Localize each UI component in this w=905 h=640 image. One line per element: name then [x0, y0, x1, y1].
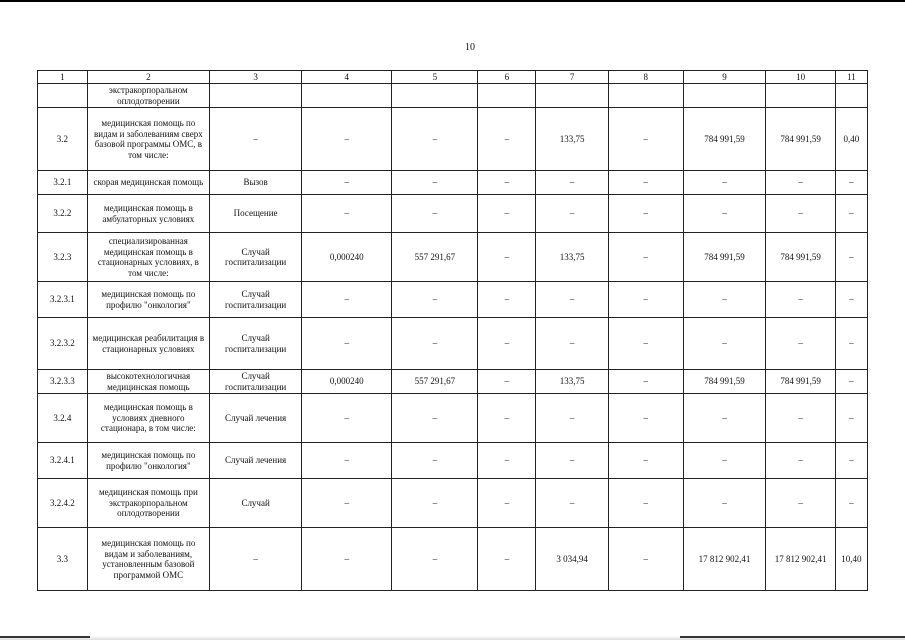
- unit-cell: Случай лечения: [210, 394, 302, 443]
- column-header: 4: [302, 71, 392, 84]
- table-row: [38, 282, 868, 318]
- value-cell-10: [766, 84, 835, 108]
- value-cell-4: –: [302, 443, 392, 479]
- report-table: [37, 70, 868, 591]
- value-cell-5: –: [392, 282, 478, 318]
- value-cell-10: –: [766, 479, 835, 528]
- value-cell-5: 557 291,67: [392, 370, 478, 394]
- unit-cell: Случай госпитализации: [210, 318, 302, 370]
- value-cell-10: –: [766, 394, 835, 443]
- value-cell-6: –: [478, 195, 536, 233]
- table-row: [38, 370, 868, 394]
- unit-cell: Вызов: [210, 171, 302, 195]
- row-name-cell: скорая медицинская помощь: [87, 171, 209, 195]
- unit-cell: [210, 84, 302, 108]
- value-cell-8: –: [608, 370, 683, 394]
- table-row: [38, 394, 868, 443]
- row-number-cell: 3.2.1: [38, 171, 88, 195]
- value-cell-8: –: [608, 282, 683, 318]
- unit-cell: Посещение: [210, 195, 302, 233]
- value-cell-9: –: [683, 318, 766, 370]
- value-cell-5: –: [392, 443, 478, 479]
- value-cell-4: –: [302, 282, 392, 318]
- column-header: 2: [87, 71, 209, 84]
- value-cell-4: –: [302, 479, 392, 528]
- value-cell-7: –: [536, 394, 609, 443]
- row-name-cell: медицинская помощь по видам и заболеваниям, установленным базовой программой ОМС: [87, 528, 209, 591]
- value-cell-4: –: [302, 171, 392, 195]
- row-name-cell: медицинская помощь по видам и заболеваниям сверх базовой программы ОМС, в том числе:: [87, 108, 209, 171]
- column-header: 10: [766, 71, 835, 84]
- table-row: [38, 318, 868, 370]
- value-cell-4: –: [302, 108, 392, 171]
- value-cell-6: –: [478, 233, 536, 282]
- value-cell-11: 0,40: [835, 108, 867, 171]
- value-cell-10: –: [766, 171, 835, 195]
- value-cell-9: –: [683, 443, 766, 479]
- column-header: 6: [478, 71, 536, 84]
- table-header-row: [38, 71, 868, 84]
- value-cell-5: –: [392, 171, 478, 195]
- column-header: 5: [392, 71, 478, 84]
- value-cell-6: –: [478, 282, 536, 318]
- value-cell-6: –: [478, 370, 536, 394]
- value-cell-7: –: [536, 195, 609, 233]
- row-number-cell: 3.2: [38, 108, 88, 171]
- value-cell-8: –: [608, 171, 683, 195]
- row-number-cell: 3.2.3.1: [38, 282, 88, 318]
- value-cell-5: –: [392, 394, 478, 443]
- value-cell-4: 0,000240: [302, 233, 392, 282]
- value-cell-10: 17 812 902,41: [766, 528, 835, 591]
- scan-mark: [0, 636, 90, 638]
- value-cell-4: 0,000240: [302, 370, 392, 394]
- scan-mark: [680, 636, 905, 638]
- value-cell-11: –: [835, 394, 867, 443]
- value-cell-7: –: [536, 282, 609, 318]
- value-cell-9: 784 991,59: [683, 370, 766, 394]
- value-cell-11: –: [835, 318, 867, 370]
- unit-cell: Случай госпитализации: [210, 282, 302, 318]
- value-cell-11: –: [835, 171, 867, 195]
- value-cell-10: 784 991,59: [766, 108, 835, 171]
- row-name-cell: специализированная медицинская помощь в стационарных условиях, в том числе:: [87, 233, 209, 282]
- row-name-cell: экстракорпоральном оплодотворении: [87, 84, 209, 108]
- row-number-cell: 3.3: [38, 528, 88, 591]
- value-cell-8: –: [608, 233, 683, 282]
- table-row: [38, 171, 868, 195]
- row-number-cell: 3.2.2: [38, 195, 88, 233]
- table-row: [38, 443, 868, 479]
- value-cell-5: –: [392, 108, 478, 171]
- row-number-cell: 3.2.3: [38, 233, 88, 282]
- value-cell-4: –: [302, 394, 392, 443]
- value-cell-6: –: [478, 479, 536, 528]
- row-number-cell: 3.2.3.3: [38, 370, 88, 394]
- value-cell-11: –: [835, 370, 867, 394]
- value-cell-11: –: [835, 282, 867, 318]
- unit-cell: Случай: [210, 479, 302, 528]
- value-cell-10: 784 991,59: [766, 233, 835, 282]
- value-cell-7: –: [536, 171, 609, 195]
- value-cell-8: [608, 84, 683, 108]
- page-number: 10: [465, 42, 475, 53]
- value-cell-6: [478, 84, 536, 108]
- value-cell-9: –: [683, 394, 766, 443]
- value-cell-5: –: [392, 528, 478, 591]
- value-cell-7: 3 034,94: [536, 528, 609, 591]
- value-cell-8: –: [608, 318, 683, 370]
- value-cell-7: –: [536, 479, 609, 528]
- unit-cell: –: [210, 108, 302, 171]
- column-header: 11: [835, 71, 867, 84]
- row-number-cell: 3.2.3.2: [38, 318, 88, 370]
- value-cell-8: –: [608, 394, 683, 443]
- value-cell-10: 784 991,59: [766, 370, 835, 394]
- value-cell-4: [302, 84, 392, 108]
- value-cell-10: –: [766, 318, 835, 370]
- value-cell-7: –: [536, 318, 609, 370]
- value-cell-6: –: [478, 528, 536, 591]
- value-cell-5: –: [392, 318, 478, 370]
- value-cell-8: –: [608, 108, 683, 171]
- value-cell-6: –: [478, 171, 536, 195]
- value-cell-11: –: [835, 443, 867, 479]
- row-number-cell: 3.2.4.2: [38, 479, 88, 528]
- row-name-cell: высокотехнологичная медицинская помощь: [87, 370, 209, 394]
- table-row: [38, 233, 868, 282]
- value-cell-9: [683, 84, 766, 108]
- value-cell-11: –: [835, 479, 867, 528]
- table-row: [38, 479, 868, 528]
- value-cell-4: –: [302, 195, 392, 233]
- value-cell-6: –: [478, 318, 536, 370]
- scan-edge-top: [0, 0, 905, 2]
- value-cell-7: [536, 84, 609, 108]
- table-body: [38, 84, 868, 591]
- table-row: [38, 108, 868, 171]
- value-cell-11: –: [835, 233, 867, 282]
- table-row: [38, 195, 868, 233]
- value-cell-5: [392, 84, 478, 108]
- value-cell-9: –: [683, 282, 766, 318]
- unit-cell: Случай госпитализации: [210, 370, 302, 394]
- row-number-cell: 3.2.4.1: [38, 443, 88, 479]
- value-cell-8: –: [608, 443, 683, 479]
- row-name-cell: медицинская помощь в условиях дневного стационара, в том числе:: [87, 394, 209, 443]
- column-header: 1: [38, 71, 88, 84]
- unit-cell: –: [210, 528, 302, 591]
- row-name-cell: медицинская помощь по профилю "онкология": [87, 443, 209, 479]
- row-number-cell: 3.2.4: [38, 394, 88, 443]
- value-cell-4: –: [302, 318, 392, 370]
- value-cell-5: –: [392, 195, 478, 233]
- value-cell-11: [835, 84, 867, 108]
- unit-cell: Случай госпитализации: [210, 233, 302, 282]
- value-cell-7: 133,75: [536, 233, 609, 282]
- table-row: [38, 84, 868, 108]
- row-name-cell: медицинская помощь по профилю "онкология": [87, 282, 209, 318]
- value-cell-9: –: [683, 479, 766, 528]
- value-cell-10: –: [766, 282, 835, 318]
- row-number-cell: [38, 84, 88, 108]
- unit-cell: Случай лечения: [210, 443, 302, 479]
- column-header: 3: [210, 71, 302, 84]
- value-cell-6: –: [478, 108, 536, 171]
- value-cell-9: 784 991,59: [683, 233, 766, 282]
- value-cell-9: –: [683, 171, 766, 195]
- row-name-cell: медицинская помощь при экстракорпоральном оплодотворении: [87, 479, 209, 528]
- value-cell-8: –: [608, 528, 683, 591]
- value-cell-10: –: [766, 195, 835, 233]
- row-name-cell: медицинская реабилитация в стационарных условиях: [87, 318, 209, 370]
- column-header: 7: [536, 71, 609, 84]
- value-cell-7: –: [536, 443, 609, 479]
- value-cell-9: –: [683, 195, 766, 233]
- value-cell-6: –: [478, 443, 536, 479]
- value-cell-8: –: [608, 479, 683, 528]
- value-cell-7: 133,75: [536, 370, 609, 394]
- row-name-cell: медицинская помощь в амбулаторных условиях: [87, 195, 209, 233]
- column-header: 9: [683, 71, 766, 84]
- value-cell-4: –: [302, 528, 392, 591]
- value-cell-9: 17 812 902,41: [683, 528, 766, 591]
- value-cell-5: –: [392, 479, 478, 528]
- table-row: [38, 528, 868, 591]
- value-cell-7: 133,75: [536, 108, 609, 171]
- value-cell-11: 10,40: [835, 528, 867, 591]
- column-header: 8: [608, 71, 683, 84]
- value-cell-8: –: [608, 195, 683, 233]
- value-cell-11: –: [835, 195, 867, 233]
- value-cell-9: 784 991,59: [683, 108, 766, 171]
- value-cell-10: –: [766, 443, 835, 479]
- value-cell-5: 557 291,67: [392, 233, 478, 282]
- value-cell-6: –: [478, 394, 536, 443]
